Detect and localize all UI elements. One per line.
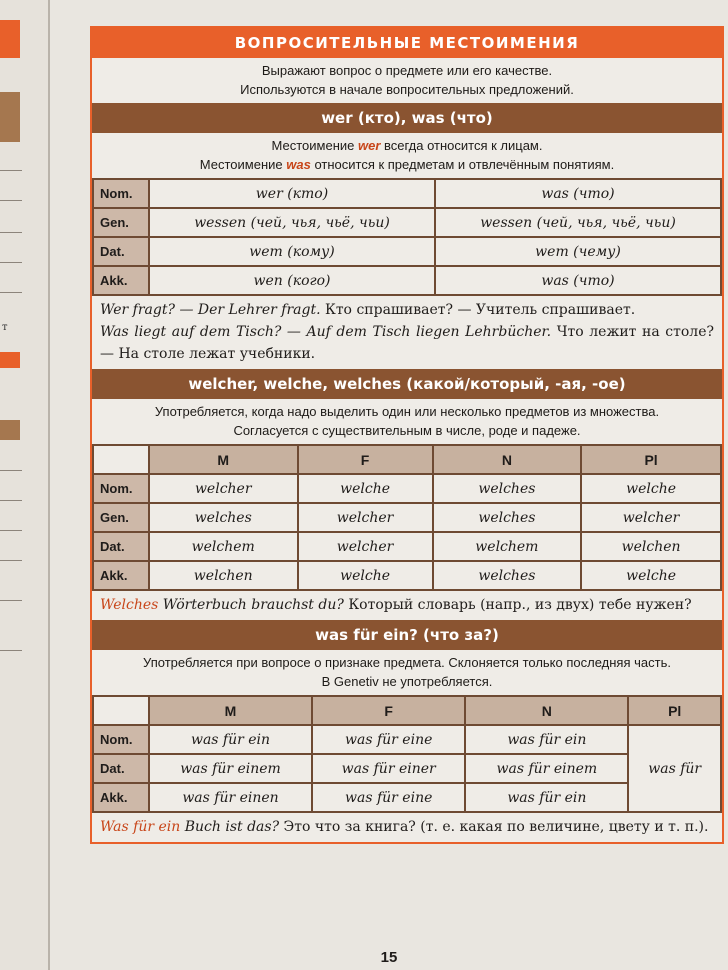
intro-line-2: Используются в начале вопросительных предложений. bbox=[240, 82, 574, 97]
section-heading-wer-was: wer (кто), was (что) bbox=[92, 103, 722, 133]
highlight-was: was bbox=[286, 157, 311, 172]
table-row: Dat. was für einem was für einer was für einem bbox=[93, 754, 721, 783]
left-page-letter: т bbox=[2, 322, 8, 333]
section-note-welcher: Употребляется, когда надо выделить один или несколько предметов из множества. Согласуется с существительным в числе, роде и падеже. bbox=[154, 404, 660, 438]
table-row: Gen. wessen (чей, чья, чьё, чьи) wessen (чей, чья, чьё, чьи) bbox=[93, 208, 721, 237]
table-wer-was bbox=[92, 178, 722, 296]
table-row: Nom. welcher welche welches welche bbox=[93, 474, 721, 503]
table-row: Dat. welchem welcher welchem welchen bbox=[93, 532, 721, 561]
page bbox=[50, 0, 728, 970]
section-heading-welcher: welcher, welche, welches (какой/который, -ая, -ое) bbox=[92, 369, 722, 399]
table-row: Akk. wen (кого) was (что) bbox=[93, 266, 721, 295]
table-row: Dat. wem (кому) wem (чему) bbox=[93, 237, 721, 266]
example-welcher: Welches Wörterbuch brauchst du? Который словарь (напр., из двух) тебе нужен? bbox=[100, 597, 692, 613]
table-row: Nom. was für ein was für eine was für ein was für bbox=[93, 725, 721, 754]
table-row: Nom. wer (кто) was (что) bbox=[93, 179, 721, 208]
section-note-was-fuer-ein: Употребляется при вопросе о признаке предмета. Склоняется только последняя часть. В Genetiv не употребляется. bbox=[143, 655, 671, 689]
highlight-wer: wer bbox=[357, 138, 381, 153]
note-was: Местоимение was относится к предметам и отвлечённым понятиям. bbox=[199, 157, 615, 172]
examples-wer-was: Wer fragt? — Der Lehrer fragt. Кто спрашивает? — Учитель спрашивает. Was liegt auf dem Tisch? — Auf dem Tisch liegen Lehrbücher. Что лежит на столе? — На столе лежат учебники. bbox=[100, 302, 714, 362]
page-title: ВОПРОСИТЕЛЬНЫЕ МЕСТОИМЕНИЯ bbox=[92, 28, 722, 58]
page-number: 15 bbox=[380, 949, 398, 966]
example-was-fuer-ein: Was für ein Buch ist das? Это что за книга? (т. е. какая по величине, цвету и т. п.). bbox=[100, 819, 709, 835]
table-row: Akk. was für einen was für eine was für ein bbox=[93, 783, 721, 812]
section-heading-was-fuer-ein: was für ein? (что за?) bbox=[92, 620, 722, 650]
table-row: Gen. welches welcher welches welcher bbox=[93, 503, 721, 532]
table-was-fuer-ein bbox=[92, 695, 722, 813]
intro-note bbox=[92, 58, 722, 103]
table-welcher bbox=[92, 444, 722, 591]
table-row: Akk. welchen welche welches welche bbox=[93, 561, 721, 590]
table-header-row: M F N Pl bbox=[93, 445, 721, 474]
plural-cell: was für bbox=[628, 725, 721, 812]
grammar-panel bbox=[90, 26, 724, 844]
intro-line-1: Выражают вопрос о предмете или его качестве. bbox=[261, 63, 553, 78]
section-note-wer-was bbox=[92, 133, 722, 178]
table-header-row: M F N Pl bbox=[93, 696, 721, 725]
adjacent-page-edge bbox=[0, 0, 50, 970]
note-wer: Местоимение wer всегда относится к лицам. bbox=[271, 138, 543, 153]
